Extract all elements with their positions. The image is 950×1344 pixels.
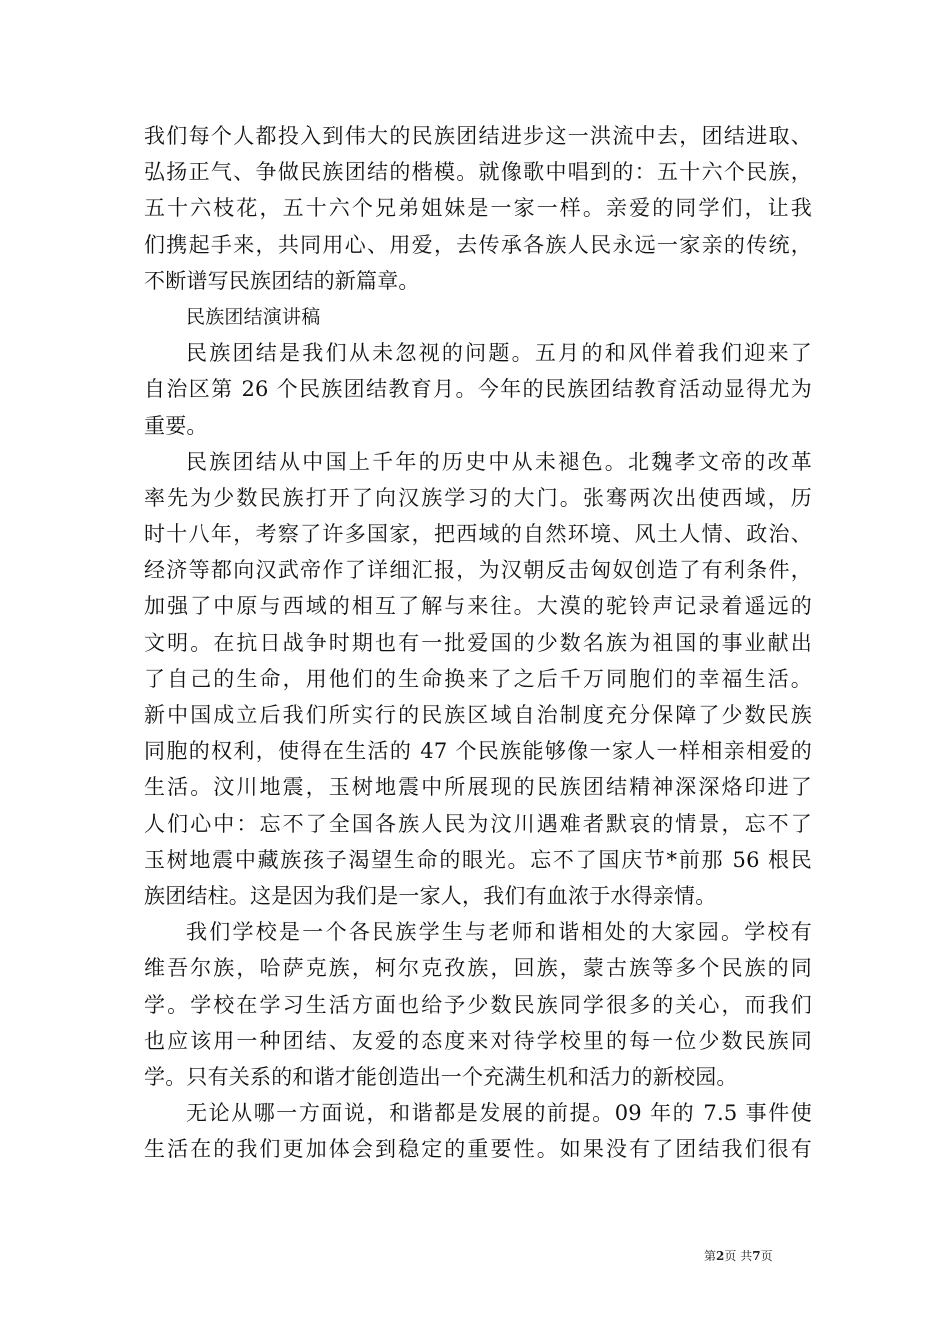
text-line: 我们学校是一个各民族学生与老师和谐相处的大家园。学校有 — [186, 920, 812, 945]
text-line: 我们每个人都投入到伟大的民族团结进步这一洪流中去，团结进取、 — [144, 124, 812, 148]
text-line: 了自己的生命，用他们的生命换来了之后千万同胞们的幸福生活。 — [144, 666, 812, 691]
text-line: 弘扬正气、争做民族团结的楷模。就像歌中唱到的：五十六个民族， — [144, 160, 812, 185]
text-line: 加强了中原与西域的相互了解与来往。大漠的驼铃声记录着遥远的 — [144, 594, 812, 619]
section-heading: 民族团结演讲稿 — [186, 305, 321, 328]
text-line: 自治区第 26 个民族团结教育月。今年的民族团结教育活动显得尤为 — [144, 377, 812, 402]
text-line: 们携起手来，共同用心、用爱，去传承各族人民永远一家亲的传统， — [144, 232, 812, 257]
text-line: 率先为少数民族打开了向汉族学习的大门。张骞两次出使西域，历 — [144, 485, 812, 510]
text-line: 经济等都向汉武帝作了详细汇报，为汉朝反击匈奴创造了有利条件， — [144, 558, 812, 583]
text-line: 同胞的权利，使得在生活的 47 个民族能够像一家人一样相亲相爱的 — [144, 739, 812, 764]
text-line: 也应该用一种团结、友爱的态度来对待学校里的每一位少数民族同 — [144, 1028, 812, 1053]
text-line: 学。只有关系的和谐才能创造出一个充满生机和活力的新校园。 — [144, 1064, 738, 1089]
footer-middle: 页 共 — [724, 1249, 753, 1263]
text-line: 学。学校在学习生活方面也给予少数民族同学很多的关心，而我们 — [144, 992, 812, 1017]
text-line: 维吾尔族，哈萨克族，柯尔克孜族，回族，蒙古族等多个民族的同 — [144, 956, 812, 981]
text-line: 文明。在抗日战争时期也有一批爱国的少数名族为祖国的事业献出 — [144, 630, 812, 655]
text-line: 民族团结从中国上千年的历史中从未褪色。北魏孝文帝的改革 — [186, 449, 812, 474]
text-line: 民族团结是我们从未忽视的问题。五月的和风伴着我们迎来了 — [186, 341, 812, 366]
text-line: 五十六枝花，五十六个兄弟姐妹是一家一样。亲爱的同学们，让我 — [144, 196, 812, 221]
text-line: 生活。汶川地震，玉树地震中所展现的民族团结精神深深烙印进了 — [144, 775, 812, 800]
text-line: 无论从哪一方面说，和谐都是发展的前提。09 年的 7.5 事件使 — [186, 1101, 812, 1126]
text-line: 玉树地震中藏族孩子渴望生命的眼光。忘不了国庆节*前那 56 根民 — [144, 847, 812, 872]
total-page-number: 7 — [752, 1249, 761, 1263]
footer-suffix: 页 — [760, 1249, 773, 1263]
text-line: 重要。 — [144, 413, 208, 438]
text-line: 时十八年，考察了许多国家，把西域的自然环境、风土人情、政治、 — [144, 522, 812, 547]
footer-prefix: 第 — [704, 1249, 717, 1263]
text-line: 新中国成立后我们所实行的民族区域自治制度充分保障了少数民族 — [144, 703, 812, 727]
current-page-number: 2 — [716, 1249, 725, 1263]
text-line: 不断谱写民族团结的新篇章。 — [144, 268, 420, 293]
text-line: 族团结柱。这是因为我们是一家人，我们有血浓于水得亲情。 — [144, 883, 717, 908]
document-body — [144, 118, 812, 1167]
page-number-footer — [704, 1248, 773, 1264]
text-line: 人们心中：忘不了全国各族人民为汶川遇难者默哀的情景，忘不了 — [144, 811, 812, 836]
text-line: 生活在的我们更加体会到稳定的重要性。如果没有了团结我们很有 — [144, 1137, 812, 1162]
